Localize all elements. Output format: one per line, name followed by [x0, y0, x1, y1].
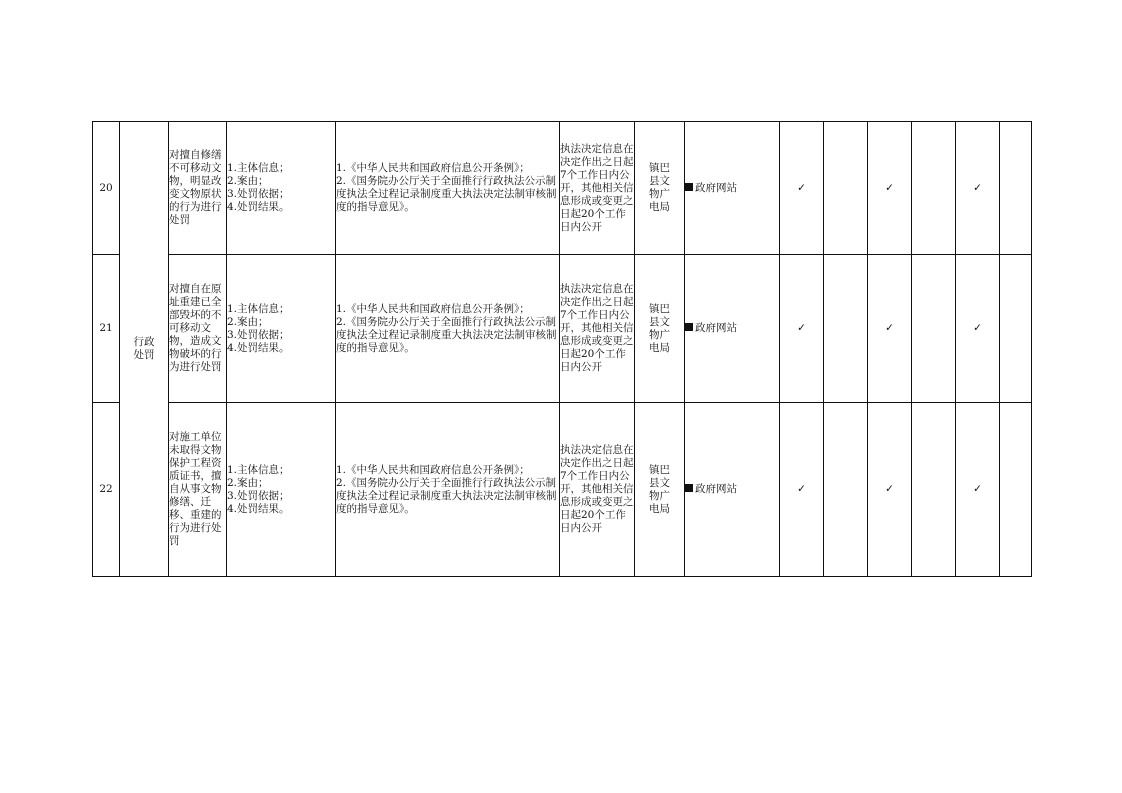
check-cell: ✓: [956, 255, 1000, 403]
disclosure-content: 1.主体信息； 2.案由； 3.处罚依据； 4.处罚结果。: [227, 255, 336, 403]
department-label: 镇巴县文物广电局: [649, 162, 670, 213]
department-label: 镇巴县文物广电局: [649, 463, 670, 515]
row-number: 21: [93, 255, 120, 403]
check-cell: [824, 122, 868, 255]
responsible-department: [635, 255, 685, 403]
disclosure-time: 执法决定信息在决定作出之日起7个工作日内公开，其他相关信息形成或变更之日起20个工作日内公开: [560, 403, 635, 577]
table-row: [93, 255, 1032, 403]
check-cell: [1000, 403, 1032, 577]
disclosure-channel: [685, 255, 780, 403]
disclosure-time: 执法决定信息在决定作出之日起7个工作日内公开，其他相关信息形成或变更之日起20个工作日内公开: [560, 122, 635, 255]
category-label: 行政处罚: [133, 336, 155, 361]
item-name: 对擅自在原址重建已全部毁坏的不可移动文物，造成文物破坏的行为进行处罚: [169, 255, 227, 403]
disclosure-content: 1.主体信息； 2.案由； 3.处罚依据； 4.处罚结果。: [227, 122, 336, 255]
check-cell: ✓: [868, 255, 912, 403]
check-cell: ✓: [868, 122, 912, 255]
check-cell: [912, 255, 956, 403]
disclosure-channel: [685, 403, 780, 577]
disclosure-basis: 1.《中华人民共和国政府信息公开条例》； 2.《国务院办公厅关于全面推行行政执法公示制度执法全过程记录制度重大执法决定法制审核制度的指导意见》。: [336, 255, 560, 403]
channel-label: 政府网站: [695, 322, 737, 334]
check-cell: [912, 403, 956, 577]
channel-label: 政府网站: [695, 181, 737, 194]
check-cell: ✓: [956, 122, 1000, 255]
check-cell: [824, 403, 868, 577]
disclosure-content: 1.主体信息； 2.案由； 3.处罚依据； 4.处罚结果。: [227, 403, 336, 577]
check-cell: ✓: [780, 403, 824, 577]
disclosure-table: [92, 121, 1032, 577]
filled-square-icon: [685, 323, 693, 331]
check-cell: ✓: [956, 403, 1000, 577]
check-cell: ✓: [780, 255, 824, 403]
check-cell: ✓: [868, 403, 912, 577]
disclosure-time: 执法决定信息在决定作出之日起7个工作日内公开，其他相关信息形成或变更之日起20个工作日内公开: [560, 255, 635, 403]
item-name: 对擅自修缮不可移动文物，明显改变文物原状的行为进行处罚: [169, 122, 227, 255]
responsible-department: [635, 403, 685, 577]
check-cell: [824, 255, 868, 403]
table-row: [93, 403, 1032, 577]
row-number: 20: [93, 122, 120, 255]
filled-square-icon: [685, 183, 693, 191]
row-number: 22: [93, 403, 120, 577]
responsible-department: [635, 122, 685, 255]
department-label: 镇巴县文物广电局: [649, 302, 670, 354]
disclosure-channel: [685, 122, 780, 255]
item-name: 对施工单位未取得文物保护工程资质证书，擅自从事文物修缮、迁移、重建的行为进行处罚: [169, 403, 227, 577]
disclosure-basis: 1.《中华人民共和国政府信息公开条例》； 2.《国务院办公厅关于全面推行行政执法公示制度执法全过程记录制度重大执法决定法制审核制度的指导意见》。: [336, 122, 560, 255]
check-cell: [1000, 255, 1032, 403]
check-cell: ✓: [780, 122, 824, 255]
disclosure-basis: 1.《中华人民共和国政府信息公开条例》； 2.《国务院办公厅关于全面推行行政执法公示制度执法全过程记录制度重大执法决定法制审核制度的指导意见》。: [336, 403, 560, 577]
channel-label: 政府网站: [695, 483, 737, 495]
check-cell: [1000, 122, 1032, 255]
table-row: [93, 122, 1032, 255]
filled-square-icon: [685, 484, 693, 492]
check-cell: [912, 122, 956, 255]
category-cell: [120, 122, 169, 577]
